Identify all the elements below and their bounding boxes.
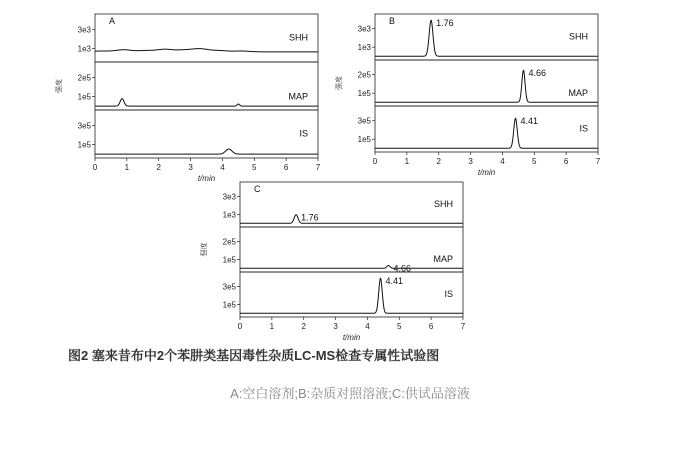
- panel-b-xtick-label: 7: [595, 157, 601, 166]
- panel-b-xtick-label: 2: [436, 157, 441, 166]
- panel-a-map-trace: [95, 99, 318, 107]
- panel-a-shh-trace: [95, 49, 318, 52]
- panel-b-map-frame: [375, 60, 598, 106]
- panel-a-is-trace: [95, 149, 318, 154]
- panel-c-map-ytick-label: 1e5: [222, 255, 236, 265]
- panel-b-is-trace: [375, 118, 598, 148]
- panel-a-xtick-label: 6: [283, 163, 289, 172]
- panel-b-xtick-label: 1: [404, 157, 410, 166]
- panel-a-shh-frame: [95, 14, 318, 62]
- panel-a-map-name: MAP: [288, 91, 308, 102]
- panel-b-shh-trace: [375, 20, 598, 56]
- panel-c-ylabel: 强度: [201, 242, 208, 257]
- panel-c-letter: C: [254, 184, 261, 194]
- panel-a-is-ytick-label: 1e5: [77, 140, 91, 150]
- panel-c-xtick-label: 1: [269, 322, 275, 331]
- panel-b-letter: B: [389, 16, 396, 26]
- panel-b-is-peak-label: 4.41: [520, 116, 539, 127]
- panel-b-shh-ytick-label: 3e3: [357, 24, 371, 34]
- panel-b-is-ytick-label: 3e5: [357, 116, 371, 126]
- panel-a-shh-ytick-label: 3e3: [77, 25, 91, 35]
- panel-b-shh-peak-label: 1.76: [436, 18, 454, 29]
- panel-c-shh-trace: [240, 212, 463, 224]
- panel-a-xtick-label: 3: [188, 163, 193, 172]
- panel-c-shh-name: SHH: [433, 198, 453, 209]
- panel-b-map-ytick-label: 1e5: [357, 89, 371, 99]
- panel-b-ylabel: 强度: [336, 76, 343, 90]
- panel-c-xtick-label: 4: [365, 322, 370, 331]
- panel-c-is-trace: [240, 278, 463, 313]
- panel-a-xtick-label: 7: [315, 163, 321, 172]
- panel-b-xtick-label: 0: [372, 157, 378, 166]
- panel-b-is-ytick-label: 1e5: [357, 135, 371, 145]
- panel-c-map-frame: [240, 227, 463, 272]
- panel-c-map-peak-label: 4.66: [393, 263, 411, 274]
- panel-b-shh-name: SHH: [568, 31, 588, 42]
- panel-c-shh-ytick-label: 1e3: [222, 210, 236, 220]
- panel-c-xtick-label: 3: [333, 322, 338, 331]
- panel-a-ylabel: 强度: [56, 79, 63, 93]
- panel-a-is-ytick-label: 3e5: [77, 121, 91, 131]
- panel-b-is-name: IS: [579, 123, 588, 134]
- figure-title: 图2 塞来昔布中2个苯肼类基因毒性杂质LC-MS检查专属性试验图: [68, 348, 440, 363]
- panel-b-is-frame: [375, 106, 598, 152]
- panel-c-xtick-label: 7: [460, 322, 466, 331]
- panel-a-xtick-label: 4: [220, 163, 225, 172]
- panel-a-letter: A: [109, 16, 116, 26]
- panel-b-map-trace: [375, 70, 598, 102]
- panel-c-is-name: IS: [444, 288, 453, 299]
- panel-c-is-frame: [240, 272, 463, 317]
- panel-a-xtick-label: 1: [124, 163, 130, 172]
- panel-c-shh-frame: [240, 182, 463, 227]
- panel-c-xlabel: t/min: [342, 333, 361, 342]
- panel-c-shh-ytick-label: 3e3: [222, 192, 236, 202]
- panel-c-xtick-label: 2: [301, 322, 306, 331]
- panel-a-xlabel: t/min: [197, 174, 216, 183]
- panel-c-is-ytick-label: 1e5: [222, 300, 236, 310]
- panel-a-shh-ytick-label: 1e3: [77, 44, 91, 54]
- panel-b-xlabel: t/min: [477, 168, 496, 177]
- panel-a-shh-name: SHH: [288, 32, 308, 43]
- panel-b-shh-ytick-label: 1e3: [357, 43, 371, 53]
- panel-c-xtick-label: 5: [397, 322, 402, 331]
- panel-a-xtick-label: 0: [92, 163, 98, 172]
- panel-c-map-name: MAP: [433, 254, 453, 265]
- panel-b-xtick-label: 5: [532, 157, 537, 166]
- panel-a-is-frame: [95, 110, 318, 158]
- figure-caption: A:空白溶剂;B:杂质对照溶液;C:供试品溶液: [230, 386, 470, 401]
- panel-c-shh-peak-label: 1.76: [301, 212, 319, 223]
- panel-b-xtick-label: 4: [500, 157, 505, 166]
- panel-c-xtick-label: 0: [237, 322, 243, 331]
- panel-a-is-name: IS: [299, 128, 308, 139]
- panel-b-map-name: MAP: [568, 87, 588, 98]
- panel-a-map-ytick-label: 2e5: [77, 73, 91, 83]
- panel-a-map-frame: [95, 62, 318, 110]
- panel-c-is-peak-label: 4.41: [385, 276, 404, 287]
- panel-a-xtick-label: 2: [156, 163, 161, 172]
- panel-a-xtick-label: 5: [252, 163, 257, 172]
- panel-b-map-ytick-label: 2e5: [357, 70, 371, 80]
- panel-c-map-ytick-label: 2e5: [222, 237, 236, 247]
- panel-b-xtick-label: 6: [563, 157, 569, 166]
- panel-b-shh-frame: [375, 14, 598, 60]
- panel-b-map-peak-label: 4.66: [528, 68, 546, 79]
- panel-a-map-ytick-label: 1e5: [77, 92, 91, 102]
- panel-c-map-trace: [240, 266, 463, 269]
- panel-b-xtick-label: 3: [468, 157, 473, 166]
- panel-c-xtick-label: 6: [428, 322, 434, 331]
- panel-c-is-ytick-label: 3e5: [222, 282, 236, 292]
